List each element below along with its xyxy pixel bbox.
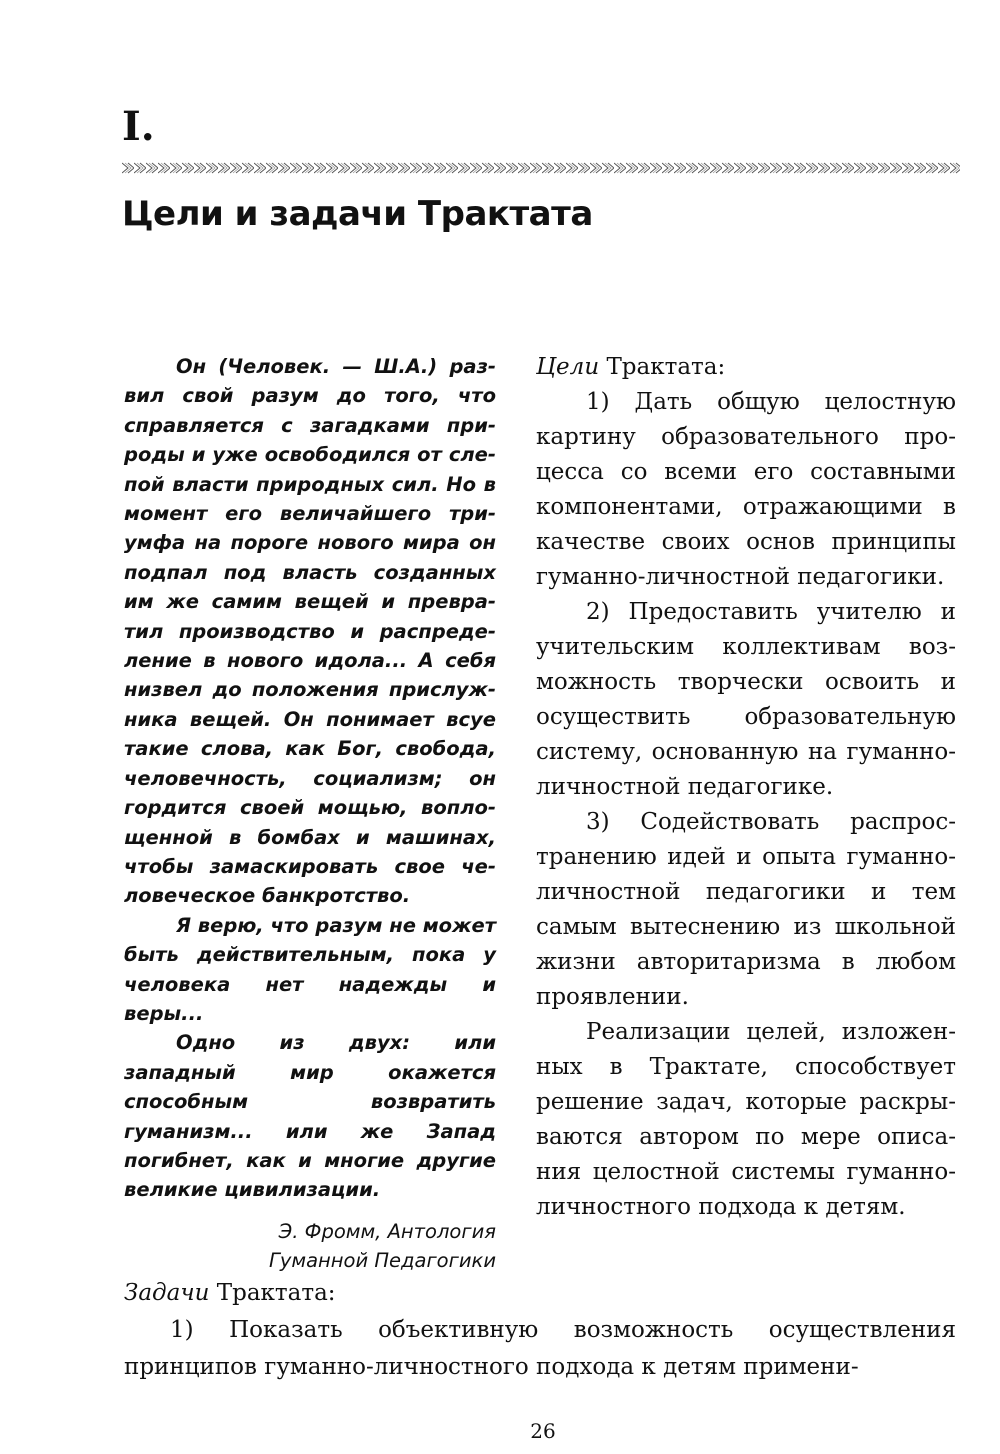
goals-heading-italic: Цели	[536, 354, 600, 380]
goals-section	[536, 350, 956, 1225]
goal-item: 2) Предоставить учителю и учительским коллективам возможность творчески освоить и осуществить образовательную систему, основанную на гуманно-личностной педагогике.	[536, 599, 956, 800]
task-item: 1) Показать объективную возможность осуществления принципов гуманно-личностного подхода к детям примени-	[124, 1317, 956, 1380]
page-number: 26	[530, 1419, 556, 1443]
goals-heading	[536, 350, 956, 385]
epigraph	[124, 352, 496, 1275]
tasks-heading-italic: Задачи	[124, 1280, 210, 1306]
attribution-author: Э. Фромм, Антология	[278, 1219, 496, 1243]
epigraph-attribution	[124, 1217, 496, 1275]
goal-item: 1) Дать общую целостную картину образовательного процесса со всеми его составными компонентами, отражающими в качестве своих основ принципы гуманно-личностной педагогики.	[536, 389, 956, 590]
tasks-heading-rest: Трактата:	[209, 1280, 336, 1306]
ornamental-divider	[122, 160, 960, 176]
epigraph-paragraph: Одно из двух: или западный мир окажется способным возвратить гуманизм... или же Запад погибнет, как и многие другие великие цивилизации.	[124, 1031, 496, 1202]
attribution-source: Гуманной Педагогики	[268, 1248, 496, 1272]
epigraph-paragraph: Я верю, что разум не может быть действительным, пока у человека нет надежды и веры...	[124, 913, 496, 1025]
goal-item: 3) Содействовать распрос-транению идей и опыта гуманно-личностной педагогики и тем самым вытеснению из школьной жизни авторитаризма в любом проявлении.	[536, 809, 956, 1010]
epigraph-paragraph: Он (Человек. — Ш.А.) развил свой разум до того, что справляется с загадками природы и уже освободился от слепой власти природных сил. Но в момент его величайшего триумфа на пороге нового мира он подпал под власть созданных им же самим вещей и превратил производство и распределение в нового идола... А себя низвел до положения прислужника вещей. Он понимает всуе такие слова, как Бог, свобода, человечность, социализм; он гордится своей мощью, воплощенной в бомбах и машинах, чтобы замаскировать свое человеческое банкротство.	[124, 355, 496, 908]
tasks-section	[124, 1275, 956, 1386]
goals-heading-rest: Трактата:	[599, 354, 726, 380]
goals-summary: Реализации целей, изложенных в Трактате, способствует решение задач, которые раскрываются автором по мере описания целостной системы гуманно-личностного подхода к детям.	[536, 1019, 956, 1220]
chapter-number: I.	[122, 103, 155, 150]
tasks-heading	[124, 1275, 956, 1312]
chapter-title: Цели и задачи Трактата	[122, 194, 593, 234]
